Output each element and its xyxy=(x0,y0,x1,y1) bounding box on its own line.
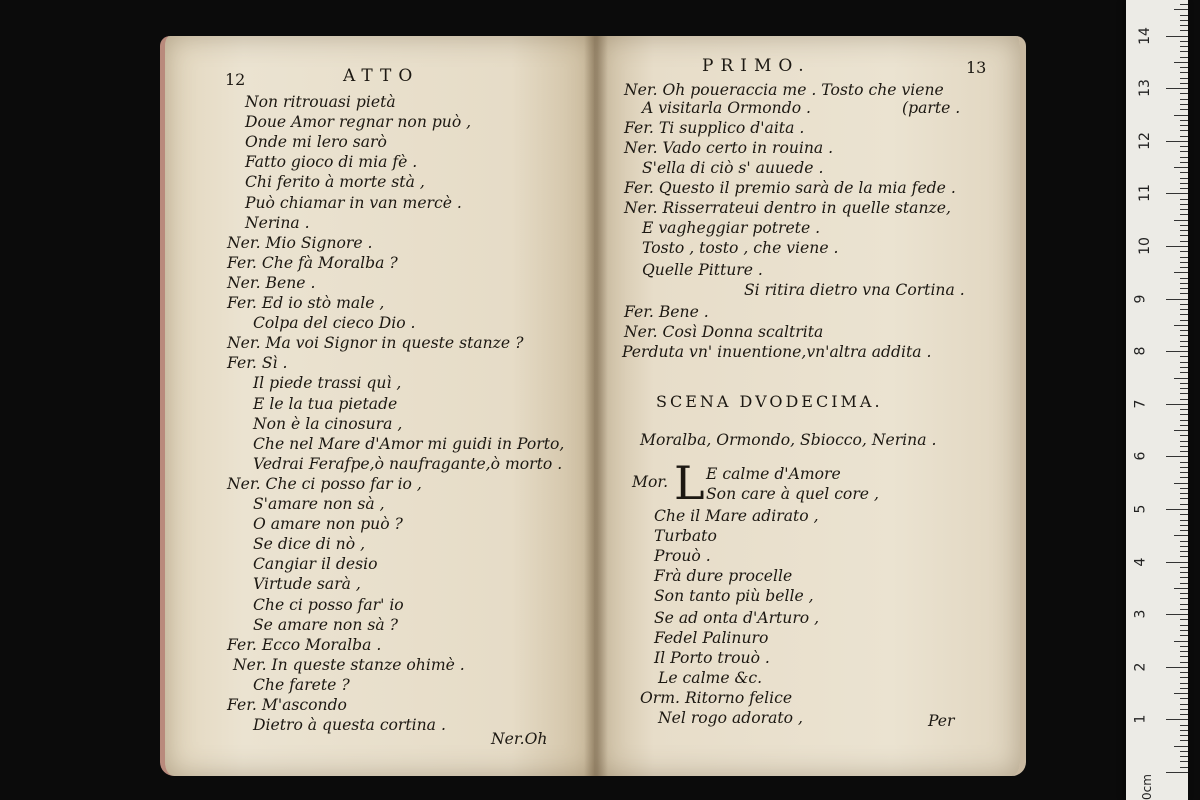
left-page-line: Ner. Bene . xyxy=(227,273,316,292)
ruler-number: 14 xyxy=(1136,26,1153,45)
right-page-line: Si ritira dietro vna Cortina . xyxy=(744,281,965,299)
ruler-tick xyxy=(1180,467,1188,468)
ruler-number: 11 xyxy=(1136,184,1153,203)
ruler-tick xyxy=(1180,83,1188,84)
aria-line: Son tanto più belle , xyxy=(654,587,814,605)
ruler-tick xyxy=(1180,104,1188,105)
ruler-tick xyxy=(1180,241,1188,242)
ruler-tick xyxy=(1174,588,1188,589)
right-page-line: Perduta vn' inuentione,vn'altra addita . xyxy=(622,343,932,361)
left-page-line: O amare non può ? xyxy=(253,515,403,534)
left-page-line: Può chiamar in van mercè . xyxy=(245,193,462,212)
ruler-tick xyxy=(1180,341,1188,342)
aria-line: Le calme &c. xyxy=(658,669,763,687)
ruler-tick xyxy=(1180,751,1188,752)
ruler-tick xyxy=(1166,719,1188,720)
ruler-tick xyxy=(1180,283,1188,284)
ruler-tick xyxy=(1174,693,1188,694)
ruler-tick xyxy=(1180,51,1188,52)
aria-line: Nel rogo adorato , xyxy=(658,709,803,727)
ruler-number: 1 xyxy=(1132,714,1149,724)
left-page-line: Se dice di nò , xyxy=(253,535,366,554)
left-page-line: Fer. Sì . xyxy=(227,354,288,373)
left-page-line: Colpa del cieco Dio . xyxy=(253,314,416,333)
ruler-tick xyxy=(1180,488,1188,489)
ruler-tick xyxy=(1166,562,1188,563)
ruler-tick xyxy=(1180,425,1188,426)
right-page-line: S'ella di ciò s' auuede . xyxy=(642,159,824,177)
ruler-tick xyxy=(1180,546,1188,547)
ruler-tick xyxy=(1180,567,1188,568)
ruler-number: 6 xyxy=(1132,451,1149,461)
ruler-tick xyxy=(1180,309,1188,310)
ruler-tick xyxy=(1180,4,1188,5)
ruler-tick xyxy=(1180,383,1188,384)
right-page-line: E vagheggiar potrete . xyxy=(642,219,821,237)
ruler-tick xyxy=(1180,704,1188,705)
ruler-tick xyxy=(1180,688,1188,689)
right-page-line: A visitarla Ormondo . xyxy=(642,99,812,117)
page-number-right: 13 xyxy=(966,58,987,77)
ruler-tick xyxy=(1180,646,1188,647)
ruler-tick xyxy=(1166,667,1188,668)
ruler-tick xyxy=(1180,172,1188,173)
ruler-tick xyxy=(1180,577,1188,578)
left-page-line: Nerina . xyxy=(245,213,310,232)
ruler-tick xyxy=(1174,378,1188,379)
ruler-tick xyxy=(1166,36,1188,37)
ruler-tick xyxy=(1180,372,1188,373)
right-page-line: Ner. Vado certo in rouina . xyxy=(624,139,834,157)
ruler-tick xyxy=(1180,72,1188,73)
ruler-tick xyxy=(1180,304,1188,305)
left-page-line: Cangiar il desio xyxy=(253,555,378,574)
right-page-line: Fer. Bene . xyxy=(624,303,709,321)
left-page-line: Non ritrouasi pietà xyxy=(245,93,396,111)
drop-cap: L xyxy=(674,456,705,510)
left-page-line: Non è la cinosura , xyxy=(253,414,403,433)
ruler-tick xyxy=(1166,193,1188,194)
catchword-left: Ner.Oh xyxy=(491,730,548,748)
ruler-tick xyxy=(1180,504,1188,505)
ruler-tick xyxy=(1180,677,1188,678)
ruler-tick xyxy=(1180,125,1188,126)
ruler-tick xyxy=(1180,525,1188,526)
ruler-tick xyxy=(1180,441,1188,442)
aria-line: Fedel Palinuro xyxy=(654,629,769,647)
ruler-tick xyxy=(1180,93,1188,94)
ruler-number: 8 xyxy=(1132,346,1149,356)
ruler-tick xyxy=(1180,15,1188,16)
ruler-tick xyxy=(1180,346,1188,347)
ruler-tick xyxy=(1180,541,1188,542)
ruler-tick xyxy=(1180,572,1188,573)
left-page-line: Ner. Che ci posso far io , xyxy=(227,474,422,493)
ruler-tick xyxy=(1180,367,1188,368)
ruler-tick xyxy=(1180,78,1188,79)
ruler-tick xyxy=(1180,225,1188,226)
ruler-tick xyxy=(1180,146,1188,147)
ruler-tick xyxy=(1180,420,1188,421)
ruler-tick xyxy=(1180,714,1188,715)
ruler-tick xyxy=(1166,509,1188,510)
ruler-tick xyxy=(1180,451,1188,452)
ruler-tick xyxy=(1180,498,1188,499)
ruler-tick xyxy=(1180,20,1188,21)
right-page-line: Ner. Oh poueraccia me . Tosto che viene xyxy=(624,81,944,99)
ruler-tick xyxy=(1166,141,1188,142)
ruler-tick xyxy=(1180,335,1188,336)
ruler-tick xyxy=(1180,362,1188,363)
ruler-tick xyxy=(1166,88,1188,89)
left-page-line: Doue Amor regnar non può , xyxy=(245,113,472,132)
ruler-tick xyxy=(1180,619,1188,620)
ruler-tick xyxy=(1180,99,1188,100)
ruler-tick xyxy=(1174,167,1188,168)
ruler-tick xyxy=(1180,178,1188,179)
left-page-line: Ner. In queste stanze ohimè . xyxy=(233,655,465,674)
ruler-tick xyxy=(1180,30,1188,31)
left-page-line: Dietro à questa cortina . xyxy=(253,716,446,735)
scene-title: SCENA DVODECIMA. xyxy=(656,392,883,411)
ruler-tick xyxy=(1180,41,1188,42)
ruler-tick xyxy=(1180,493,1188,494)
ruler-tick xyxy=(1180,761,1188,762)
ruler-tick xyxy=(1180,435,1188,436)
left-page-line: Il piede trassi quì , xyxy=(253,374,402,393)
ruler-tick xyxy=(1180,399,1188,400)
aria-line: Prouò . xyxy=(654,547,711,565)
ruler-tick xyxy=(1180,136,1188,137)
left-page-line: Fer. Ed io stò male , xyxy=(227,294,385,312)
ruler-tick xyxy=(1180,25,1188,26)
ruler-tick xyxy=(1174,272,1188,273)
aria-line: Se ad onta d'Arturo , xyxy=(654,609,820,627)
ruler-tick xyxy=(1180,446,1188,447)
ruler-tick xyxy=(1180,330,1188,331)
ruler-tick xyxy=(1180,767,1188,768)
ruler-tick xyxy=(1180,262,1188,263)
ruler-tick xyxy=(1166,456,1188,457)
ruler-tick xyxy=(1166,351,1188,352)
left-page-line: S'amare non sà , xyxy=(253,495,385,513)
ruler-tick xyxy=(1180,735,1188,736)
left-page-line: Fatto gioco di mia fè . xyxy=(245,153,418,172)
ruler-tick xyxy=(1180,267,1188,268)
left-page-line: Che ci posso far' io xyxy=(253,595,404,614)
ruler-number: 4 xyxy=(1132,557,1149,567)
ruler-tick xyxy=(1166,772,1188,773)
open-book xyxy=(148,22,1038,784)
ruler-tick xyxy=(1180,157,1188,158)
ruler-tick xyxy=(1180,709,1188,710)
ruler-number: 9 xyxy=(1132,294,1149,304)
right-page xyxy=(594,36,1026,776)
ruler-tick xyxy=(1180,183,1188,184)
ruler-tick xyxy=(1174,62,1188,63)
ruler-number: 5 xyxy=(1132,504,1149,514)
right-page-line: Quelle Pitture . xyxy=(642,261,763,279)
ruler-tick xyxy=(1180,477,1188,478)
ruler-tick xyxy=(1174,746,1188,747)
speaker-mor: Mor. xyxy=(632,473,669,491)
ruler-tick xyxy=(1180,593,1188,594)
left-page-line: Virtude sarà , xyxy=(253,575,361,594)
ruler-tick xyxy=(1180,288,1188,289)
ruler-tick xyxy=(1174,9,1188,10)
left-page-line: Ner. Ma voi Signor in queste stanze ? xyxy=(227,334,524,353)
ruler-tick xyxy=(1166,404,1188,405)
ruler-tick xyxy=(1166,614,1188,615)
aria-line: Il Porto trouò . xyxy=(654,649,770,667)
aria-line: E calme d'Amore xyxy=(706,465,841,483)
page-number-left: 12 xyxy=(225,70,246,89)
aria-line: Frà dure procelle xyxy=(654,567,793,585)
ruler-tick xyxy=(1166,299,1188,300)
ruler-tick xyxy=(1180,257,1188,258)
aria-line: Orm. Ritorno felice xyxy=(640,689,793,707)
ruler-tick xyxy=(1180,698,1188,699)
ruler-tick xyxy=(1180,630,1188,631)
ruler-tick xyxy=(1174,535,1188,536)
ruler-tick xyxy=(1180,725,1188,726)
left-page-line: Chi ferito à morte stà , xyxy=(245,173,425,192)
ruler-tick xyxy=(1180,151,1188,152)
left-page-line: Onde mi lero sarò xyxy=(245,133,387,152)
left-page-line: Che farete ? xyxy=(253,675,350,694)
ruler-tick xyxy=(1180,393,1188,394)
right-page-line: Ner. Così Donna scaltrita xyxy=(624,323,824,341)
ruler-number: 2 xyxy=(1132,662,1149,672)
left-page-line: Fer. M'ascondo xyxy=(227,696,347,714)
aria-line: Che il Mare adirato , xyxy=(654,507,819,525)
book-gutter xyxy=(584,36,608,776)
ruler-tick xyxy=(1180,583,1188,584)
ruler-tick xyxy=(1180,462,1188,463)
aria-line: Turbato xyxy=(654,527,717,545)
ruler-tick xyxy=(1180,414,1188,415)
ruler-tick xyxy=(1180,514,1188,515)
running-header-right: PRIMO. xyxy=(702,56,811,76)
left-page xyxy=(160,36,598,776)
ruler-tick xyxy=(1180,683,1188,684)
left-page-line: Che nel Mare d'Amor mi guidi in Porto, xyxy=(253,434,565,453)
ruler-number: 7 xyxy=(1132,399,1149,409)
left-page-line: Fer. Che fà Moralba ? xyxy=(227,253,398,272)
ruler-tick xyxy=(1180,604,1188,605)
ruler-tick xyxy=(1174,641,1188,642)
ruler-tick xyxy=(1180,520,1188,521)
ruler-tick xyxy=(1180,130,1188,131)
right-page-line: (parte . xyxy=(902,99,961,117)
running-header-left: ATTO xyxy=(343,66,420,86)
ruler-tick xyxy=(1180,388,1188,389)
ruler-tick xyxy=(1180,46,1188,47)
ruler-number: 10 xyxy=(1136,237,1153,255)
ruler-tick xyxy=(1180,162,1188,163)
ruler-tick xyxy=(1180,635,1188,636)
ruler-tick xyxy=(1174,325,1188,326)
ruler-tick xyxy=(1180,656,1188,657)
ruler-tick xyxy=(1180,556,1188,557)
ruler-tick xyxy=(1180,472,1188,473)
measuring-ruler xyxy=(1126,0,1188,800)
ruler-tick xyxy=(1180,120,1188,121)
ruler-tick xyxy=(1180,740,1188,741)
ruler-tick xyxy=(1180,188,1188,189)
ruler-tick xyxy=(1180,730,1188,731)
character-list: Moralba, Ormondo, Sbiocco, Nerina . xyxy=(640,431,937,449)
ruler-tick xyxy=(1180,356,1188,357)
ruler-tick xyxy=(1180,625,1188,626)
ruler-tick xyxy=(1174,220,1188,221)
ruler-number: 12 xyxy=(1136,131,1153,150)
ruler-tick xyxy=(1180,278,1188,279)
left-page-line: Ner. Mio Signore . xyxy=(227,233,373,252)
ruler-tick xyxy=(1180,204,1188,205)
left-page-line: Se amare non sà ? xyxy=(253,615,398,634)
ruler-tick xyxy=(1180,598,1188,599)
left-page-line: E le la tua pietade xyxy=(253,394,398,413)
ruler-tick xyxy=(1180,230,1188,231)
ruler-tick xyxy=(1180,320,1188,321)
ruler-tick xyxy=(1180,409,1188,410)
ruler-tick xyxy=(1180,314,1188,315)
left-page-line: Fer. Ecco Moralba . xyxy=(227,635,382,654)
aria-line: Son care à quel core , xyxy=(706,485,879,503)
ruler-number: 13 xyxy=(1136,79,1153,98)
ruler-tick xyxy=(1174,430,1188,431)
ruler-tick xyxy=(1180,57,1188,58)
ruler-tick xyxy=(1180,209,1188,210)
ruler-tick xyxy=(1180,530,1188,531)
ruler-tick xyxy=(1180,109,1188,110)
ruler-tick xyxy=(1180,199,1188,200)
ruler-tick xyxy=(1166,246,1188,247)
ruler-tick xyxy=(1174,115,1188,116)
ruler-number: 3 xyxy=(1132,609,1149,619)
ruler-tick xyxy=(1180,651,1188,652)
ruler-tick xyxy=(1180,756,1188,757)
ruler-tick xyxy=(1174,483,1188,484)
ruler-unit: 0cm xyxy=(1139,774,1154,800)
ruler-tick xyxy=(1180,235,1188,236)
right-page-line: Ner. Risserrateui dentro in quelle stanze, xyxy=(624,199,951,217)
ruler-tick xyxy=(1180,214,1188,215)
ruler-tick xyxy=(1180,551,1188,552)
right-page-line: Tosto , tosto , che viene . xyxy=(642,239,839,257)
right-page-line: Fer. Questo il premio sarà de la mia fede . xyxy=(624,179,956,197)
ruler-tick xyxy=(1180,609,1188,610)
ruler-tick xyxy=(1180,293,1188,294)
catchword-right: Per xyxy=(928,712,955,730)
ruler-tick xyxy=(1180,662,1188,663)
ruler-tick xyxy=(1180,251,1188,252)
left-page-line: Vedrai Ferafpe,ò naufragante,ò morto . xyxy=(253,454,563,473)
ruler-tick xyxy=(1180,67,1188,68)
ruler-tick xyxy=(1180,672,1188,673)
right-page-line: Fer. Ti supplico d'aita . xyxy=(624,119,805,137)
